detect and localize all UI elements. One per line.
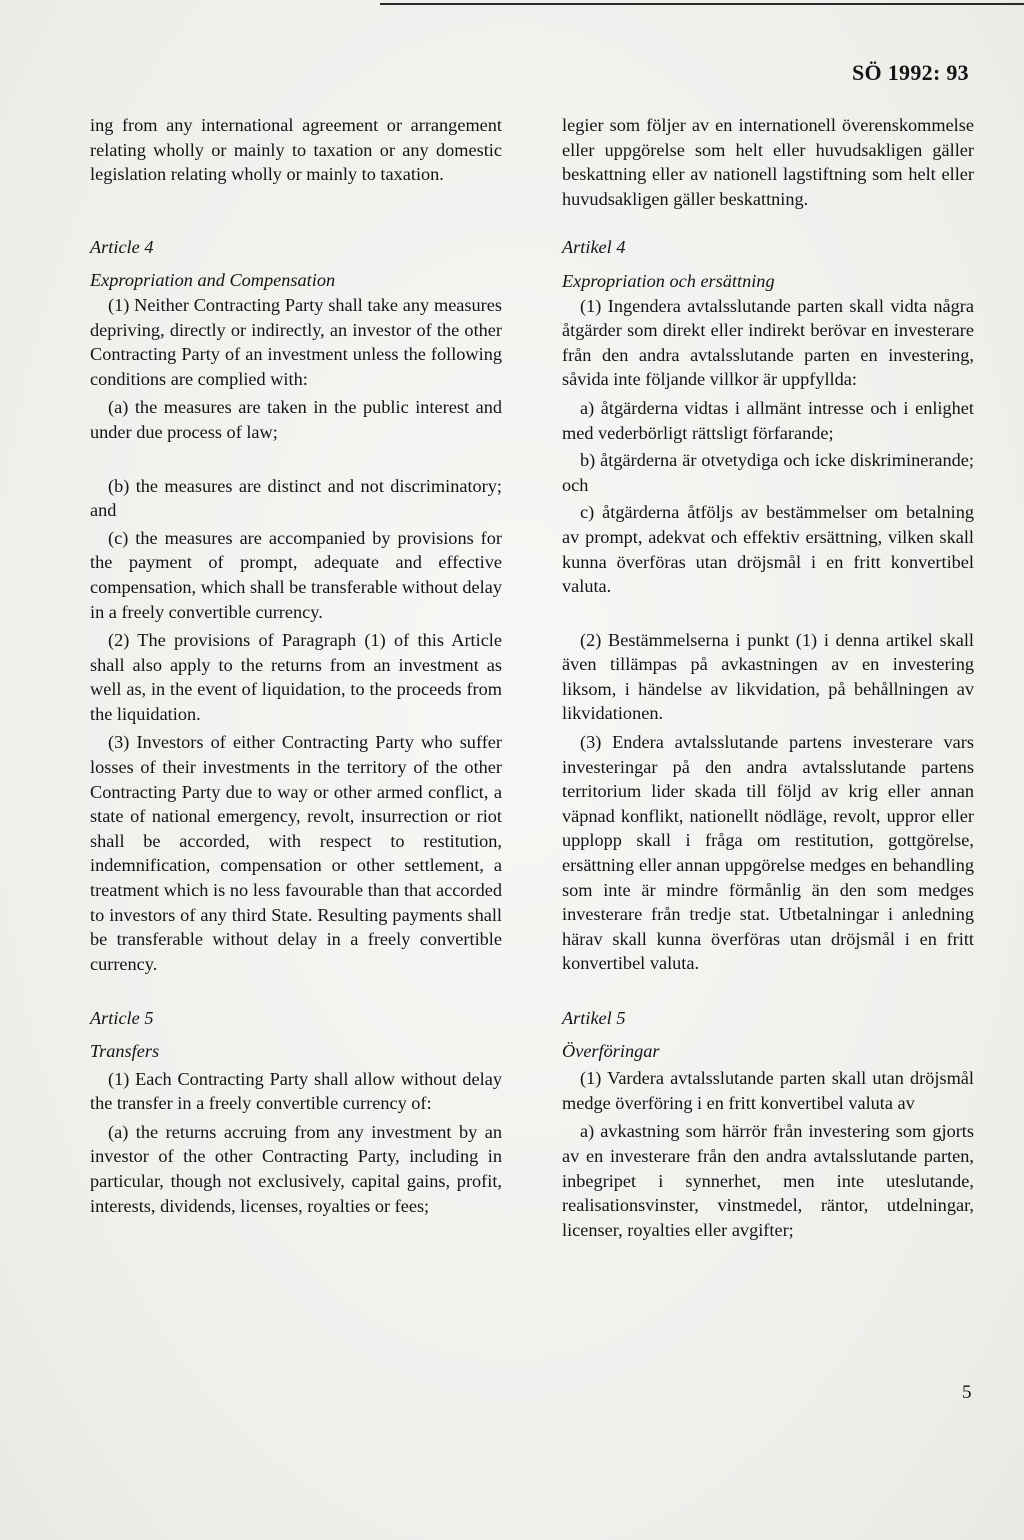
english-column bbox=[90, 113, 502, 1218]
top-rule bbox=[380, 3, 1024, 5]
article-4-paragraph-3: (3) Investors of either Contracting Party who suffer losses of their investments in the territory of the other Contracting Party due to way or other armed conflict, a state of national emergency, revolt, insurrection or riot shall be accorded, with respect to restitution, indemnification, compensation or other settlement, a treatment which is no less favourable than that accorded to investors of any third State. Resulting payments shall be transferable without delay in a freely convertible currency. bbox=[90, 732, 502, 974]
article-4-label: Artikel 4 bbox=[562, 237, 626, 258]
article-5-paragraph-1: (1) Vardera avtalsslutande parten skall utan dröjsmål medge överföring i en fritt konvertibel valuta av bbox=[562, 1068, 974, 1113]
article-5-title: Transfers bbox=[90, 1041, 160, 1061]
article-4-paragraph-1: (1) Neither Contracting Party shall take any measures depriving, directly or indirectly, an investor of the other Contracting Party of an investment unless the following conditions are complied with: bbox=[90, 294, 502, 389]
page-number: 5 bbox=[962, 1382, 972, 1403]
article-4-paragraph-1: (1) Ingendera avtalsslutande parten skall vidta några åtgärder som direkt eller indirekt berövar en investerare från den andra avtalsslutande parten en investering, såvida inte följande villkor är uppfyllda: bbox=[562, 295, 974, 390]
swedish-column bbox=[562, 113, 974, 1242]
article-4-paragraph-2: (2) Bestämmelserna i punkt (1) i denna artikel skall även tillämpas på avkastningen av en investering liksom, i händelse av likvidation, på behållningen av likvidationen. bbox=[562, 629, 974, 724]
document-reference: SÖ 1992: 93 bbox=[852, 60, 969, 85]
article-5-label: Artikel 5 bbox=[562, 1008, 626, 1028]
article-4-item-c: (c) the measures are accompanied by provisions for the payment of prompt, adequate and effective compensation, which shall be transferable without delay in a freely convertible currency. bbox=[90, 527, 502, 622]
article-4-paragraph-3: (3) Endera avtalsslutande partens investerare vars investeringar på den andra avtalsslutande partens territorium lider skada till följd av krig eller annan väpnad konflikt, nationellt nödläge, revolt, uppror eller upplopp skall i fråga om restitution, gottgörelse, ersättning eller annan uppgörelse medges en behandling som inte är mindre förmånlig än den som medges investerare från tredje stat. Utbetalningar i anledning härav skall kunna överföras utan dröjsmål i en fritt konvertibel valuta. bbox=[562, 732, 974, 974]
article-4-title: Expropriation och ersättning bbox=[562, 270, 775, 291]
article-4-label: Article 4 bbox=[90, 236, 154, 257]
article-4-item-b: (b) the measures are distinct and not discriminatory; and bbox=[90, 475, 502, 521]
article-5-item-a: a) avkastning som härrör från investering som gjorts av en investerare från den andra avtalsslutande parten, inbegripet i synnerhet, men inte uteslutande, realisationsvinster, vinstmedel, räntor, utdelningar, licenser, royalties eller avgifter; bbox=[562, 1121, 974, 1240]
continued-paragraph: legier som följer av en internationell överenskommelse eller uppgörelse som helt eller huvudsakligen gäller beskattning eller av nationell lagstiftning som helt eller huvudsakligen gäller beskattning. bbox=[562, 115, 974, 209]
article-5-item-a: (a) the returns accruing from any investment by an investor of the other Contracting Party, including in particular, though not exclusively, capital gains, profit, interests, dividends, licenses, royalties or fees; bbox=[90, 1121, 502, 1216]
article-5-title: Överföringar bbox=[562, 1040, 660, 1061]
article-5-paragraph-1: (1) Each Contracting Party shall allow without delay the transfer in a freely convertible currency of: bbox=[90, 1068, 502, 1114]
article-4-item-b: b) åtgärderna är otvetydiga och icke diskriminerande; och bbox=[562, 450, 974, 495]
article-4-item-a: a) åtgärderna vidtas i allmänt intresse och i enlighet med vederbörligt rättsligt förfarande; bbox=[562, 397, 974, 443]
continued-paragraph: ing from any international agreement or arrangement relating wholly or mainly to taxation or any domestic legislation relating wholly or mainly to taxation. bbox=[90, 115, 502, 185]
article-4-item-c: c) åtgärderna åtföljs av bestämmelser om betalning av prompt, adekvat och effektiv ersättning, vilken skall kunna överföras utan dröjsmål i en fritt konvertibel valuta. bbox=[562, 502, 974, 597]
article-5-label: Article 5 bbox=[90, 1008, 154, 1029]
article-4-title: Expropriation and Compensation bbox=[90, 270, 336, 291]
article-4-item-a: (a) the measures are taken in the public interest and under due process of law; bbox=[90, 397, 502, 442]
article-4-paragraph-2: (2) The provisions of Paragraph (1) of this Article shall also apply to the returns from an investment as well as, in the event of liquidation, to the proceeds from the liquidation. bbox=[90, 630, 502, 724]
